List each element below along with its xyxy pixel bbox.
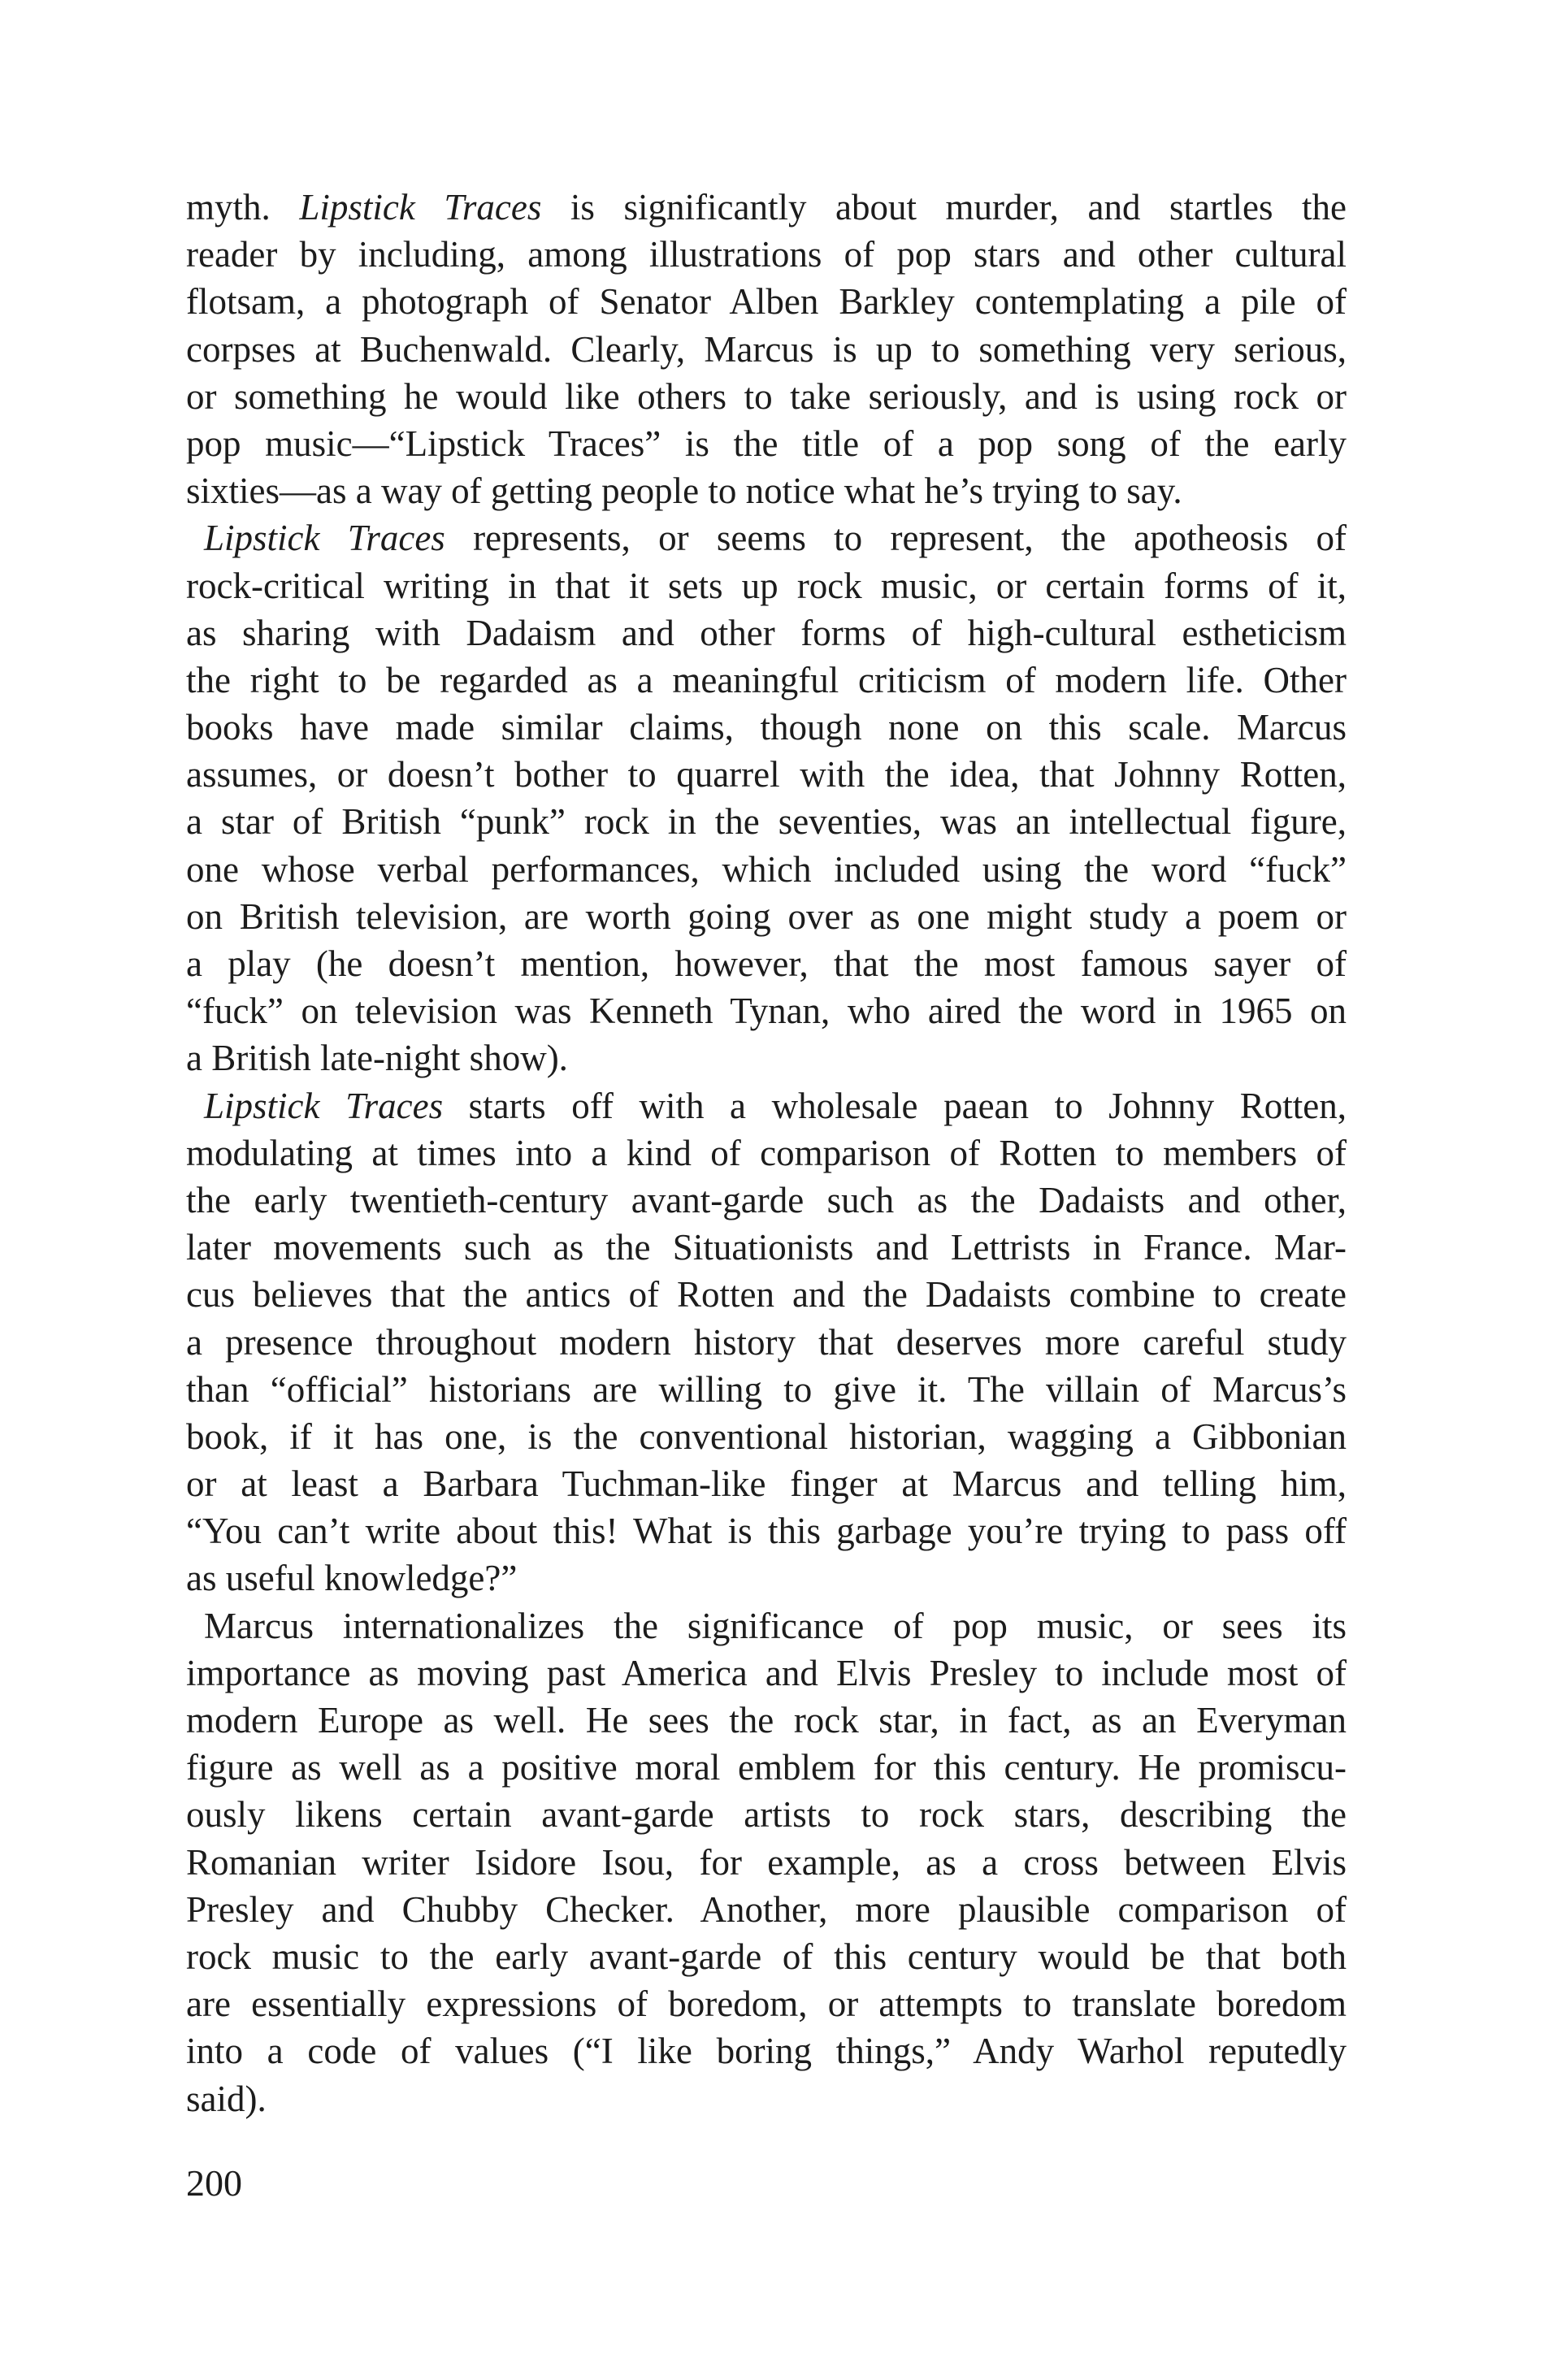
text-line [186,1319,1347,1366]
text-line [186,231,1347,278]
text-line [186,1507,1347,1554]
text-line [186,1839,1347,1886]
text-line [186,373,1347,420]
text-line [186,278,1347,325]
text-run: ously likens certain avant-garde artists to rock stars, describing the [186,1794,1347,1836]
text-run: a play (he doesn’t mention, however, that the most famous sayer of [186,943,1347,984]
text-run: is significantly about murder, and startles the [541,187,1347,228]
text-run: book, if it has one, is the conventional historian, wagging a Gibbonian [186,1415,1347,1457]
text-line [186,1177,1347,1224]
text-run: Presley and Chubby Checker. Another, more plausible comparison of [186,1888,1347,1930]
text-line [186,1650,1347,1697]
text-run: rock music to the early avant-garde of this century would be that both [186,1936,1347,1977]
text-line [186,1082,1347,1129]
text-line [186,1413,1347,1460]
paragraph [186,184,1347,514]
text-line [186,1980,1347,2027]
text-run: starts off with a wholesale paean to Johnny Rotten, [443,1085,1347,1126]
text-line [186,2027,1347,2074]
body-text [186,184,1347,2122]
text-run: the right to be regarded as a meaningful criticism of modern life. Other [186,659,1347,700]
text-line [186,1602,1347,1650]
text-run: a star of British “punk” rock in the seventies, was an intellectual figure, [186,801,1347,843]
text-line [186,1697,1347,1744]
text-run: are essentially expressions of boredom, or attempts to translate boredom [186,1983,1347,2025]
text-line [186,1224,1347,1271]
text-line [186,2075,1347,2122]
text-run: myth. [186,187,300,228]
text-line [186,420,1347,467]
text-run: importance as moving past America and Elvis Presley to include most of [186,1652,1347,1693]
text-line [186,1366,1347,1413]
page-number: 200 [186,2162,242,2204]
text-run: Romanian writer Isidore Isou, for example, as a cross between Elvis [186,1841,1347,1883]
text-line [186,798,1347,845]
text-run: corpses at Buchenwald. Clearly, Marcus is up to something very serious, [186,328,1347,370]
text-run: pop music—“Lipstick Traces” is the title of a pop song of the early [186,423,1347,464]
text-run: sixties—as a way of getting people to notice what he’s trying to say. [186,470,1182,512]
text-line [186,1791,1347,1838]
text-run: a British late-night show). [186,1038,568,1079]
text-run: than “official” historians are willing to give it. The villain of Marcus’s [186,1368,1347,1410]
text-run: as sharing with Dadaism and other forms of high-cultural estheticism [186,612,1347,653]
text-run: later movements such as the Situationists and Lettrists in France. Mar- [186,1227,1347,1268]
text-line [186,1554,1347,1602]
paragraph [186,514,1347,1082]
text-run: into a code of values (“I like boring things,” Andy Warhol reputedly [186,2031,1347,2072]
text-line [186,1129,1347,1177]
text-run: “fuck” on television was Kenneth Tynan, who aired the word in 1965 on [186,991,1347,1032]
text-line [186,1886,1347,1933]
text-line [186,1460,1347,1507]
text-run: as useful knowledge?” [186,1558,518,1599]
text-line [186,704,1347,751]
text-line [186,326,1347,373]
text-line [186,846,1347,893]
text-line [186,514,1347,561]
paragraph [186,1602,1347,2122]
text-run: figure as well as a positive moral emblem for this century. He promiscu- [186,1747,1347,1788]
text-run: books have made similar claims, though none on this scale. Marcus [186,707,1347,748]
text-run: modern Europe as well. He sees the rock star, in fact, as an Everyman [186,1700,1347,1741]
text-run: on British television, are worth going over as one might study a poem or [186,895,1347,937]
text-run: Marcus internationalizes the significance of pop music, or sees its [204,1605,1347,1646]
text-run: said). [186,2078,267,2119]
text-line [186,893,1347,940]
text-run: assumes, or doesn’t bother to quarrel with the idea, that Johnny Rotten, [186,754,1347,796]
text-line [186,562,1347,609]
text-line [186,1933,1347,1980]
text-line [186,1271,1347,1318]
book-title-italic: Lipstick Traces [204,518,445,559]
text-run: one whose verbal performances, which included using the word “fuck” [186,848,1347,890]
text-line [186,1744,1347,1791]
text-run: or something he would like others to take seriously, and is using rock or [186,375,1347,417]
text-run: represents, or seems to represent, the apotheosis of [445,518,1347,559]
text-line [186,467,1347,514]
paragraph [186,1082,1347,1602]
book-title-italic: Lipstick Traces [299,187,542,228]
text-line [186,940,1347,987]
text-run: “You can’t write about this! What is this garbage you’re trying to pass off [186,1511,1347,1552]
text-line [186,987,1347,1034]
text-run: rock-critical writing in that it sets up rock music, or certain forms of it, [186,565,1347,606]
text-line [186,184,1347,231]
text-line [186,657,1347,704]
text-run: the early twentieth-century avant-garde such as the Dadaists and other, [186,1179,1347,1220]
text-run: flotsam, a photograph of Senator Alben Barkley contemplating a pile of [186,281,1347,323]
text-run: reader by including, among illustrations of pop stars and other cultural [186,234,1347,275]
text-run: a presence throughout modern history that deserves more careful study [186,1321,1347,1363]
text-line [186,1034,1347,1082]
text-line [186,609,1347,657]
text-run: or at least a Barbara Tuchman-like finger at Marcus and telling him, [186,1463,1347,1505]
text-run: modulating at times into a kind of comparison of Rotten to members of [186,1132,1347,1173]
text-line [186,751,1347,798]
text-run: cus believes that the antics of Rotten and the Dadaists combine to create [186,1274,1347,1316]
book-title-italic: Lipstick Traces [204,1085,444,1126]
